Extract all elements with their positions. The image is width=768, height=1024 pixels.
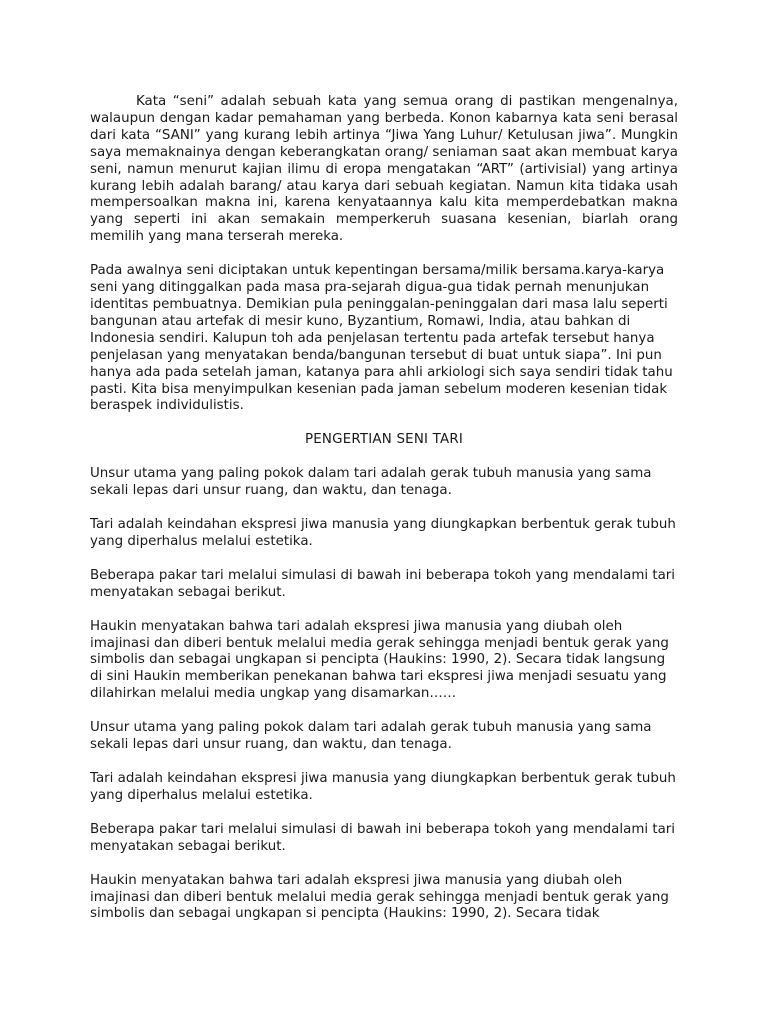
paragraph-definisi-tari-repeat: Tari adalah keindahan ekspresi jiwa manusia yang diungkapkan berbentuk gerak tubuh yang diperhalus melalui estetika. xyxy=(90,771,676,803)
paragraph-pakar-tari: Beberapa pakar tari melalui simulasi di bawah ini beberapa tokoh yang mendalami tari menyatakan sebagai berikut. xyxy=(90,567,676,600)
paragraph-unsur-utama-repeat: Unsur utama yang paling pokok dalam tari adalah gerak tubuh manusia yang sama sekali lepas dari unsur ruang, dan waktu, dan tenaga. xyxy=(90,720,652,753)
paragraph-haukin-repeat: Haukin menyatakan bahwa tari adalah ekspresi jiwa manusia yang diubah oleh imajinasi dan diberi bentuk melalui media gerak sehingga menjadi bentuk gerak yang simbolis dan sebagai ungkapan si pencipta (Haukins: 1990, 2). Secara tidak xyxy=(90,872,669,922)
section-heading: PENGERTIAN SENI TARI xyxy=(304,432,464,448)
intro-paragraph-seni: Kata “seni” adalah sebuah kata yang semua orang di pastikan mengenalnya, walaupun dengan kadar pemahaman yang berbeda. Konon kabarnya kata seni berasal dari kata “SANI” yang kurang lebih artinya “Jiwa Yang Luhur/ Ketulusan jiwa”. Mungkin saya memaknainya dengan keberangkatan orang/ seniaman saat akan membuat karya seni, namun menurut kajian ilimu di eropa mengatakan “ART” (artivisial) yang artinya kurang lebih adalah barang/ atau karya dari sebuah kegiatan. Namun kita tidaka usah mempersoalkan makna ini, karena kenyataannya kalu kita memperdebatkan makna yang seperti ini akan semakain memperkeruh suasana kesenian, biarlah orang memilih yang mana terserah mereka. xyxy=(90,94,678,245)
paragraph-pakar-tari-repeat: Beberapa pakar tari melalui simulasi di bawah ini beberapa tokoh yang mendalami tari menyatakan sebagai berikut. xyxy=(90,821,676,854)
paragraph-definisi-tari: Tari adalah keindahan ekspresi jiwa manusia yang diungkapkan berbentuk gerak tubuh yang diperhalus melalui estetika. xyxy=(90,517,676,549)
document-body xyxy=(90,94,678,923)
paragraph-awal-seni: Pada awalnya seni diciptakan untuk kepentingan bersama/milik bersama.karya-karya seni yang ditinggalkan pada masa pra-sejarah digua-gua tidak pernah menunjukan identitas pembuatnya. Demikian pula peninggalan-peninggalan dari masa lalu seperti bangunan atau artefak di mesir kuno, Byzantium, Romawi, India, atau bahkan di Indonesia sendiri. Kalupun toh ada penjelasan tertentu pada artefak tersebut hanya penjelasan yang menyatakan benda/bangunan tersebut di buat untuk siapa”. Ini pun hanya ada pada setelah jaman, katanya para ahli arkiologi sich saya sendiri tidak tahu pasti. Kita bisa menyimpulkan kesenian pada jaman sebelum moderen kesenian tidak beraspek individulistis. xyxy=(90,263,673,414)
paragraph-haukin: Haukin menyatakan bahwa tari adalah ekspresi jiwa manusia yang diubah oleh imajinasi dan diberi bentuk melalui media gerak sehingga menjadi bentuk gerak yang simbolis dan sebagai ungkapan si pencipta (Haukins: 1990, 2). Secara tidak langsung di sini Haukin memberikan penekanan bahwa tari ekspresi jiwa menjadi sesuatu yang dilahirkan melalui media ungkap yang disamarkan…… xyxy=(90,618,669,702)
paragraph-unsur-utama: Unsur utama yang paling pokok dalam tari adalah gerak tubuh manusia yang sama sekali lepas dari unsur ruang, dan waktu, dan tenaga. xyxy=(90,466,652,499)
